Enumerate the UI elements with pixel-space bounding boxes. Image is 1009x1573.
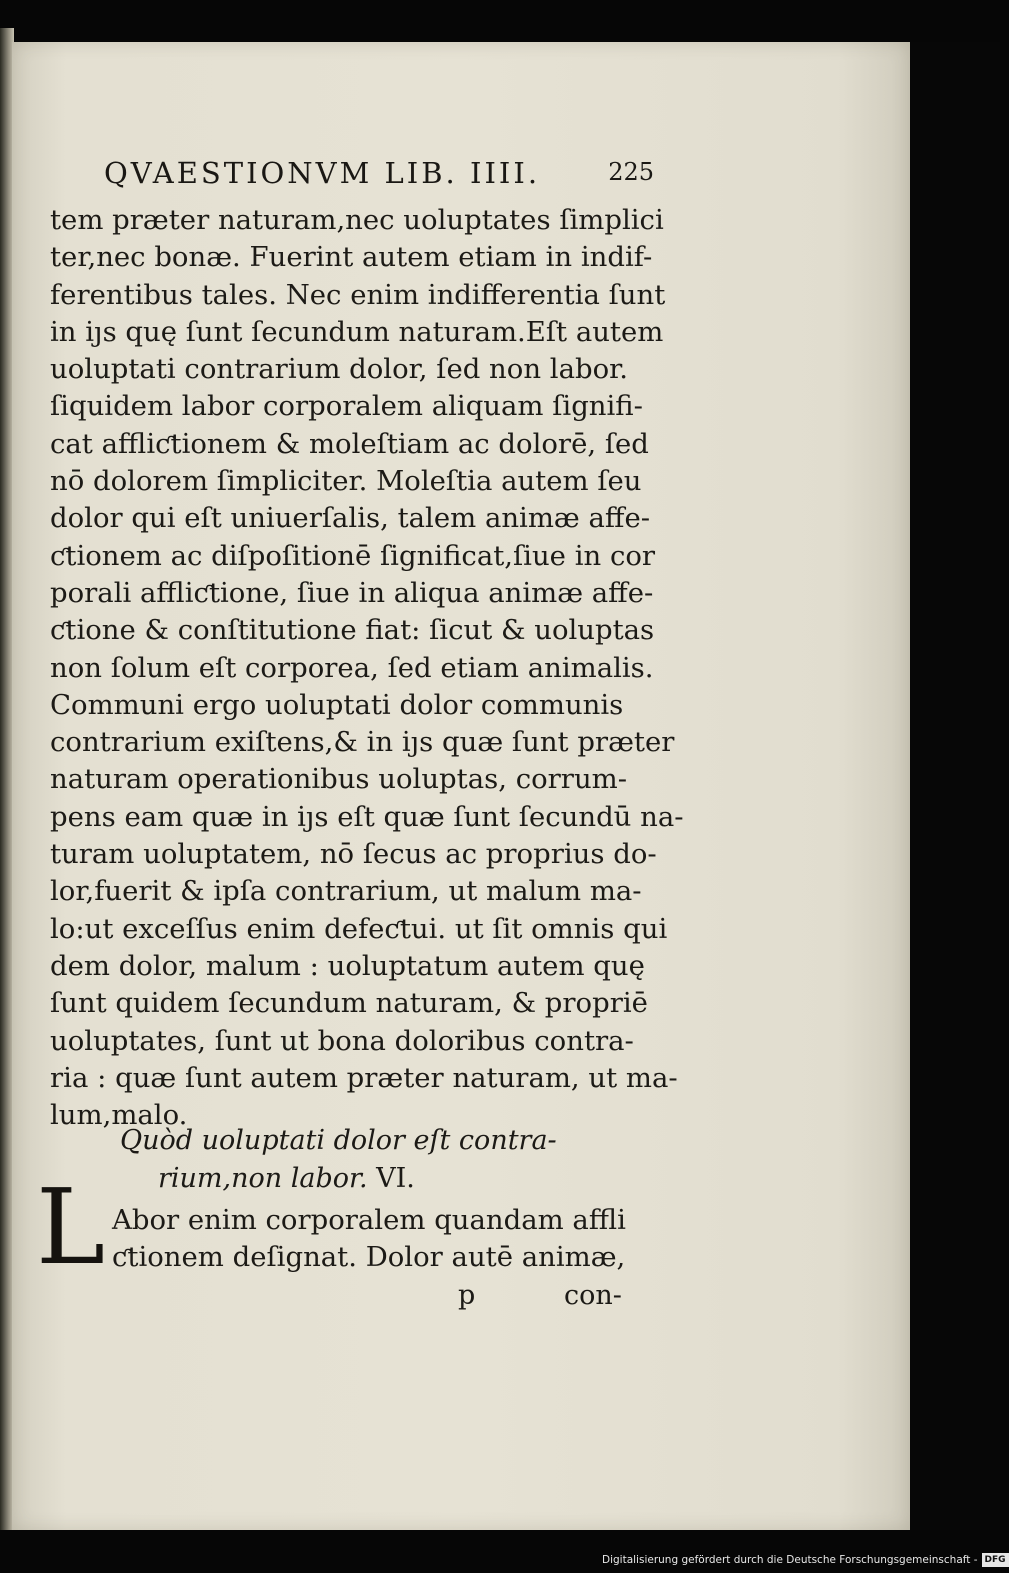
chapter-heading-line: Quòd uoluptati dolor eſt contra- xyxy=(120,1125,557,1156)
text-line: nō dolorem ſimpliciter. Moleſtia autem ſeu xyxy=(50,465,642,498)
drop-cap: L xyxy=(36,1166,106,1288)
dfg-logo: DFG xyxy=(982,1553,1009,1567)
catchword: con- xyxy=(564,1280,622,1311)
digitization-credit-text: Digitalisierung gefördert durch die Deutsche Forschungsgemeinschaft - xyxy=(602,1554,978,1566)
text-line: cat affliƈtionem & moleſtiam ac dolorē, ſed xyxy=(50,427,649,460)
body-text xyxy=(50,202,684,1134)
text-line: ria : quæ ſunt autem præter naturam, ut ma- xyxy=(50,1061,678,1094)
chapter-heading xyxy=(120,1122,640,1198)
text-line: uoluptates, ſunt ut bona doloribus contra- xyxy=(50,1024,634,1057)
text-line: dem dolor, malum : uoluptatum autem quę xyxy=(50,949,645,982)
text-line: Abor enim corporalem quandam affli xyxy=(112,1204,626,1236)
text-line: ferentibus tales. Nec enim indifferentia ſunt xyxy=(50,278,666,311)
text-line: Communi ergo uoluptati dolor communis xyxy=(50,688,624,721)
text-line: ƈtione & conſtitutione fiat: ſicut & uoluptas xyxy=(50,614,655,647)
page-number: 225 xyxy=(608,158,654,186)
chapter-heading-line xyxy=(120,1160,640,1198)
text-line: naturam operationibus uoluptas, corrum- xyxy=(50,763,628,796)
text-line: pens eam quæ in iȷs eſt quæ ſunt ſecundū na- xyxy=(50,800,684,833)
text-line: non ſolum eſt corporea, ſed etiam animalis. xyxy=(50,651,654,684)
text-line: in iȷs quę ſunt ſecundum naturam.Eſt autem xyxy=(50,315,664,348)
running-title: QVAESTIONVM LIB. IIII. xyxy=(104,156,541,190)
text-line: ter,nec bonæ. Fuerint autem etiam in indif- xyxy=(50,241,653,274)
chapter-number: VI. xyxy=(376,1163,415,1194)
text-line: dolor qui eſt uniuerſalis, talem animæ affe- xyxy=(50,502,651,535)
text-line: tem præter naturam,nec uoluptates ſimplici xyxy=(50,204,664,236)
text-line: lo:ut exceſſus enim defeƈtui. ut ſit omnis qui xyxy=(50,912,668,945)
book-page xyxy=(12,42,910,1530)
chapter-text xyxy=(112,1202,652,1277)
digitization-credit xyxy=(602,1551,1009,1569)
text-line: lor,fuerit & ipſa contrarium, ut malum ma- xyxy=(50,875,642,908)
text-line: ſunt quidem ſecundum naturam, & propriē xyxy=(50,987,648,1020)
signature-mark: p xyxy=(458,1280,476,1311)
text-line: uoluptati contrarium dolor, ſed non labor. xyxy=(50,353,628,386)
chapter-heading-text: rium,non labor. xyxy=(158,1163,368,1194)
text-line: contrarium exiſtens,& in iȷs quæ ſunt præter xyxy=(50,726,675,759)
running-head xyxy=(104,156,664,200)
text-line: ſiquidem labor corporalem aliquam ſignifi- xyxy=(50,390,643,423)
text-line: ƈtionem deſignat. Dolor autē animæ, xyxy=(112,1241,626,1274)
text-line: turam uoluptatem, nō ſecus ac proprius do- xyxy=(50,838,657,871)
text-line: ƈtionem ac diſpoſitionē ſignificat,ſiue in cor xyxy=(50,539,656,572)
text-line: lum,malo. xyxy=(50,1099,188,1132)
text-line: porali affliƈtione, ſiue in aliqua animæ affe- xyxy=(50,576,654,609)
